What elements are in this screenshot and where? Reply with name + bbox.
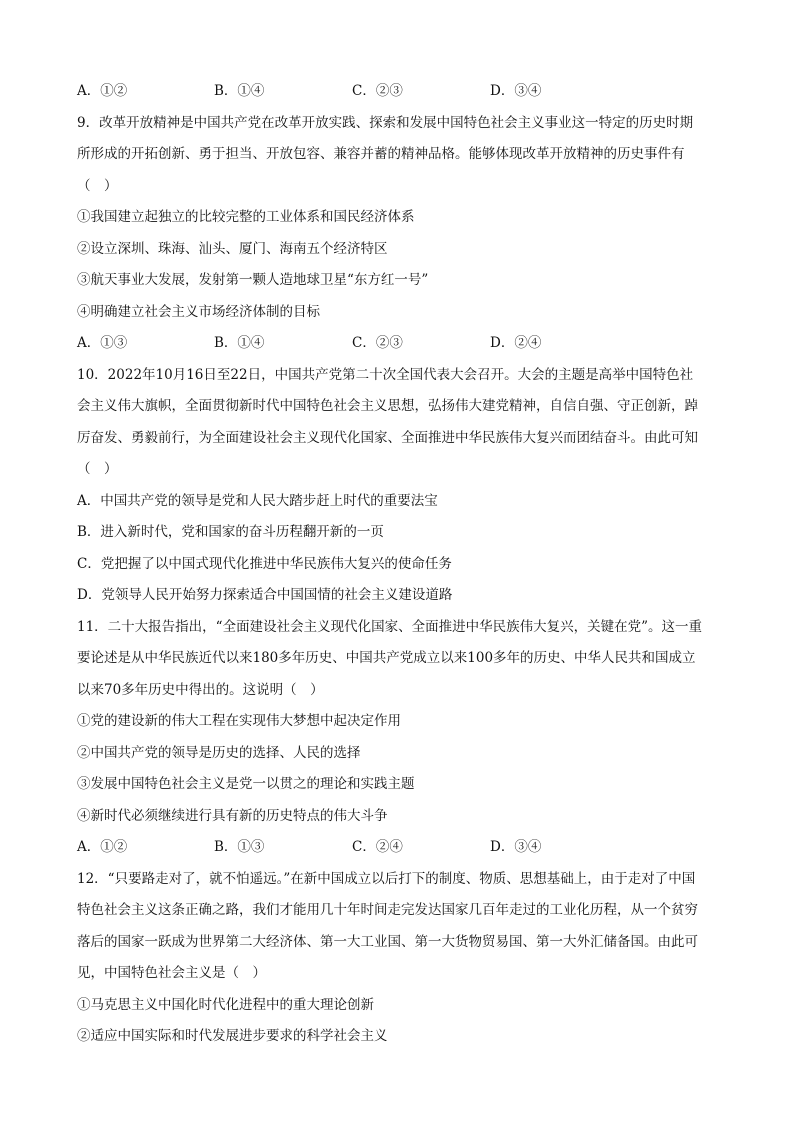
q12-statement: ①马克思主义中国化时代化进程中的重大理论创新 <box>77 996 374 1013</box>
q10-stem-line: 厉奋发、勇毅前行，为全面建设社会主义现代化国家、全面推进中华民族伟大复兴而团结奋斗。由此可知 <box>77 429 698 446</box>
q11-option-d: D．③④ <box>490 839 542 855</box>
q12-statement: ②适应中国实际和时代发展进步要求的科学社会主义 <box>77 1028 388 1044</box>
q9-options <box>77 328 727 360</box>
q10-choice-b: B．进入新时代，党和国家的奋斗历程翻开新的一页 <box>77 524 384 540</box>
q12-stem-line: 落后的国家一跃成为世界第二大经济体、第一大工业国、第一大货物贸易国、第一大外汇储备国。由此可 <box>77 933 698 950</box>
q9-stem-line: （ ） <box>77 177 118 194</box>
q10-choice-a: A．中国共产党的领导是党和人民大踏步赶上时代的重要法宝 <box>77 492 438 509</box>
q12-stem-line: 12．“只要路走对了，就不怕遥远。”在新中国成立以后打下的制度、物质、思想基础上，由于走对了中国 <box>77 870 696 887</box>
q9-option-d: D．②④ <box>490 335 542 351</box>
q12-stem-line: 特色社会主义这条正确之路，我们才能用几十年时间走完发达国家几百年走过的工业化历程，从一个贫穷 <box>77 902 698 918</box>
exam-page <box>77 76 727 1053</box>
q11-option-a: A．①② <box>77 839 128 855</box>
q11-stem-line: 11．二十大报告指出，“全面建设社会主义现代化国家、全面推进中华民族伟大复兴，关键在党”。这一重 <box>77 618 702 635</box>
q11-statement: ④新时代必须继续进行具有新的历史特点的伟大斗争 <box>77 807 388 824</box>
q11-options <box>77 832 727 864</box>
q8-option-b: B．①④ <box>214 83 265 99</box>
q9-statement: ①我国建立起独立的比较完整的工业体系和国民经济体系 <box>77 209 415 225</box>
q11-option-c: C．②④ <box>352 839 403 855</box>
q12-stem-line: 见，中国特色社会主义是（ ） <box>77 965 266 981</box>
q9-option-a: A．①③ <box>77 335 128 351</box>
q8-options <box>77 76 727 108</box>
q10-stem-line: （ ） <box>77 461 118 477</box>
q9-statement: ②设立深圳、珠海、汕头、厦门、海南五个经济特区 <box>77 240 388 257</box>
q11-statement: ②中国共产党的领导是历史的选择、人民的选择 <box>77 744 361 761</box>
q9-option-b: B．①④ <box>214 335 265 351</box>
q10-stem-line: 10．2022年10月16日至22日，中国共产党第二十次全国代表大会召开。大会的主题是高举中国特色社 <box>77 366 694 383</box>
question-12 <box>77 864 727 1053</box>
q9-stem-line: 9．改革开放精神是中国共产党在改革开放实践、探索和发展中国特色社会主义事业这一特定的历史时期 <box>77 114 694 131</box>
question-10 <box>77 360 727 612</box>
q10-choice-c: C．党把握了以中国式现代化推进中华民族伟大复兴的使命任务 <box>77 555 452 572</box>
q9-stem-line: 所形成的开拓创新、勇于担当、开放包容、兼容并蓄的精神品格。能够体现改革开放精神的历史事件有 <box>77 146 685 162</box>
q11-stem-line: 要论述是从中华民族近代以来180多年历史、中国共产党成立以来100多年的历史、中华人民共和国成立 <box>77 650 696 666</box>
q9-statement: ④明确建立社会主义市场经济体制的目标 <box>77 303 320 320</box>
q9-option-c: C．②③ <box>352 335 403 351</box>
q11-option-b: B．①③ <box>214 839 265 855</box>
q11-statement: ①党的建设新的伟大工程在实现伟大梦想中起决定作用 <box>77 713 401 729</box>
question-11 <box>77 612 727 864</box>
q10-choice-d: D．党领导人民开始努力探索适合中国国情的社会主义建设道路 <box>77 587 453 603</box>
q9-statement: ③航天事业大发展，发射第一颗人造地球卫星“东方红一号” <box>77 272 429 288</box>
q11-statement: ③发展中国特色社会主义是党一以贯之的理论和实践主题 <box>77 776 415 792</box>
question-9 <box>77 108 727 360</box>
q10-stem-line: 会主义伟大旗帜，全面贯彻新时代中国特色社会主义思想，弘扬伟大建党精神，自信自强、守正创新，踔 <box>77 398 698 414</box>
q8-option-d: D．③④ <box>490 83 542 99</box>
q11-stem-line: 以来70多年历史中得出的。这说明（ ） <box>77 681 324 698</box>
q8-option-c: C．②③ <box>352 83 403 99</box>
q8-option-a: A．①② <box>77 83 128 99</box>
